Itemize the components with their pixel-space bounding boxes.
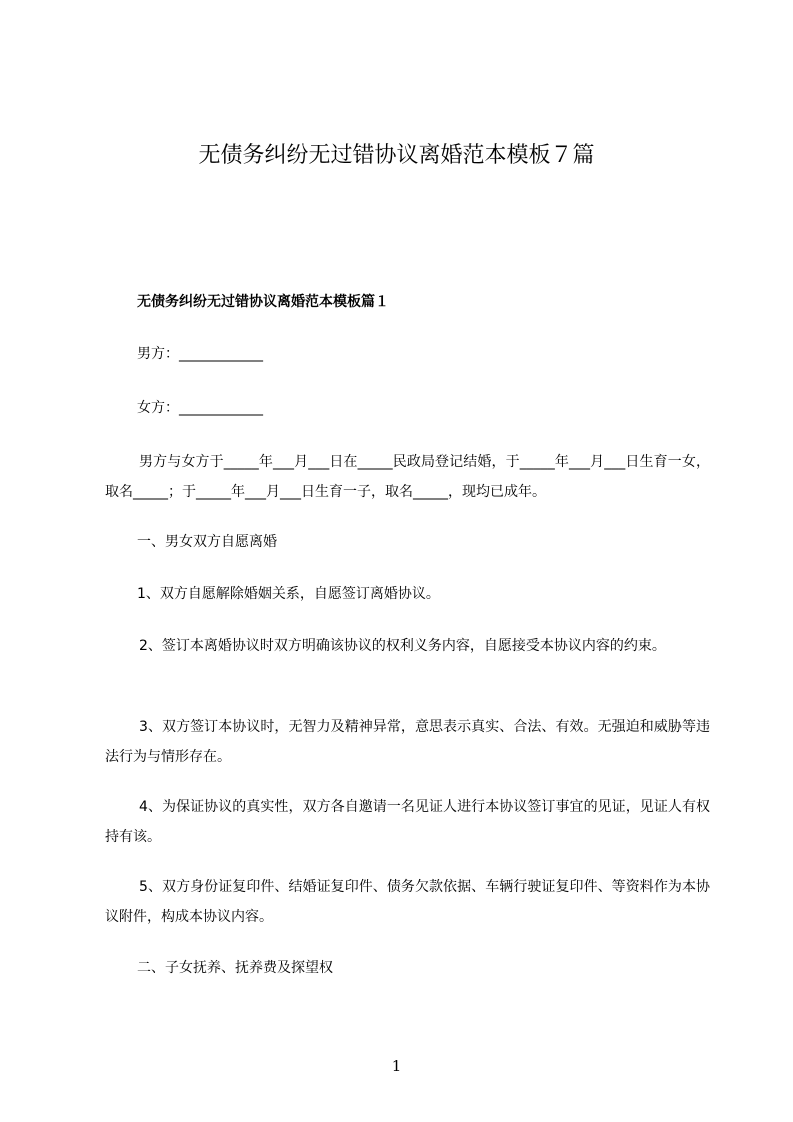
clause-item: 4、为保证协议的真实性，双方各自邀请一名见证人进行本协议签订事宜的见证，见证人有权持有该。 (105, 799, 710, 845)
female-party-line: 女方：____________ (137, 400, 263, 416)
page-title: 无债务纠纷无过错协议离婚范本模板７篇 (198, 143, 595, 168)
clause-one-heading: 一、男女双方自愿离婚 (137, 534, 277, 550)
clause-two-heading: 二、子女抚养、抚养费及探望权 (137, 960, 333, 976)
marriage-paragraph: 男方与女方于_____年___月___日在_____民政局登记结婚，于_____年___月___日生育一女，取名_____；于_____年___月___日生育一子，取名_____，现均已成年。 (105, 454, 710, 500)
clause-item: 5、双方身份证复印件、结婚证复印件、债务欠款依据、车辆行驶证复印件、等资料作为本协议附件，构成本协议内容。 (105, 879, 710, 925)
clause-item: 3、双方签订本协议时，无智力及精神异常，意思表示真实、合法、有效。无强迫和威胁等违法行为与情形存在。 (105, 719, 710, 765)
clause-item: 2、签订本离婚协议时双方明确该协议的权利义务内容，自愿接受本协议内容的约束。 (139, 638, 666, 654)
male-party-line: 男方：____________ (137, 346, 263, 362)
page-number: 1 (391, 1057, 402, 1075)
clause-item: 1、双方自愿解除婚姻关系，自愿签订离婚协议。 (137, 586, 440, 602)
section-heading: 无债务纠纷无过错协议离婚范本模板篇１ (137, 294, 389, 310)
